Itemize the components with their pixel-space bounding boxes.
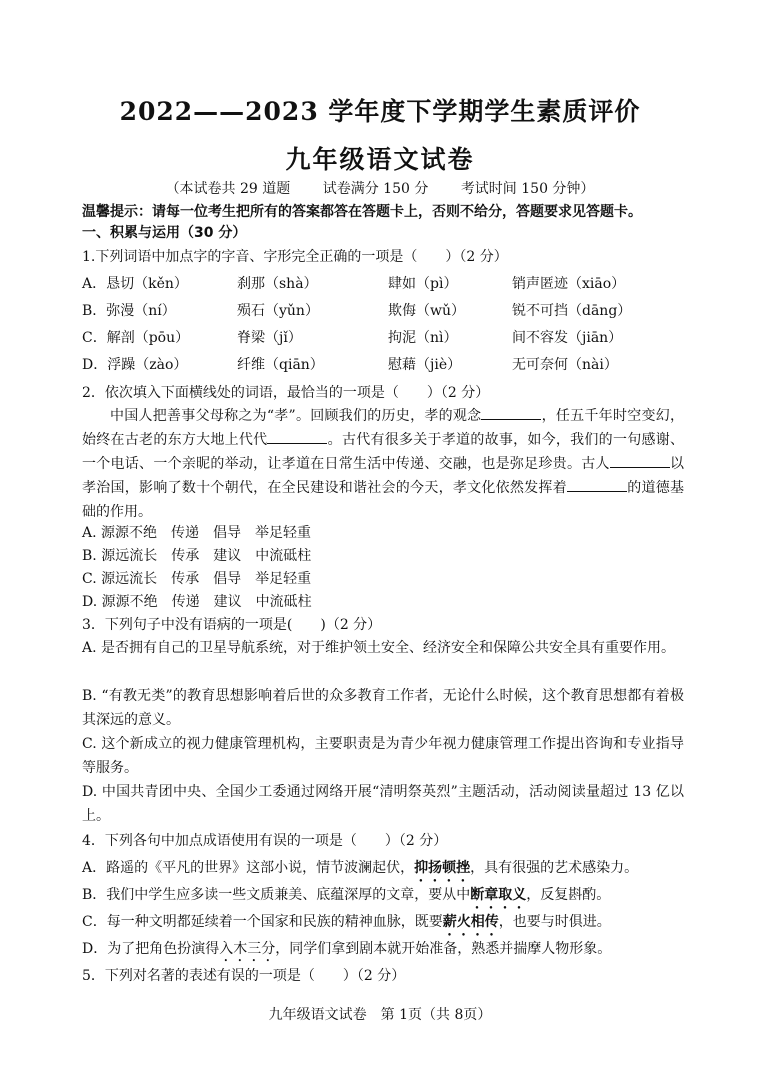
q1-d-2: 纤维（qiān） <box>237 357 324 373</box>
q1-d-4: 无可奈何（nài） <box>512 357 618 373</box>
q3-stem: 3．下列句子中没有语病的一项是( )（2 分） <box>82 617 382 633</box>
info-score: 试卷满分 150 分 <box>322 181 429 197</box>
q1-option-row <box>82 327 682 347</box>
exam-subtitle: 九年级语文试卷 <box>285 145 475 174</box>
q4-c-pre: C．每一种文明都延续着一个国家和民族的精神血脉，既要 <box>82 914 443 930</box>
fill-blank <box>481 405 541 420</box>
q4-c-post: ，也要与时俱进。 <box>498 914 611 930</box>
q3-option-b: B. “有教无类”的教育思想影响着后世的众多教育工作者，无论什么时候，这个教育思想都有着极其深远的意义。 <box>82 688 684 728</box>
fill-blank <box>610 453 670 468</box>
q1-d-3: 慰藉（jiè） <box>388 357 462 373</box>
fill-blank <box>567 477 627 492</box>
q4-c-idiom: 薪火相传 <box>442 914 499 930</box>
warm-tip: 温馨提示：请每一位考生把所有的答案都答在答题卡上，否则不给分，答题要求见答题卡。 <box>82 204 642 220</box>
q4-b-pre: B．我们中学生应多读一些文质兼美、底蕴深厚的文章，要从中 <box>82 887 471 903</box>
q1-b-3: 欺侮（wǔ） <box>388 303 465 319</box>
info-time: 考试时间 150 分钟） <box>460 181 595 197</box>
q2-option-b: B. 源远流长 传承 建议 中流砥柱 <box>82 548 312 564</box>
q1-b-1: B．弥漫（ní） <box>82 303 176 319</box>
q1-a-3: 肆如（pì） <box>388 276 458 292</box>
q4-stem: 4．下列各句中加点成语使用有误的一项是（ ）（2 分） <box>82 833 448 849</box>
q1-c-4: 间不容发（jiān） <box>512 330 623 346</box>
q1-b-4: 锐不可挡（dāng） <box>512 303 632 319</box>
q4-a-pre: A．路遥的《平凡的世界》这部小说，情节波澜起伏， <box>82 860 415 876</box>
q1-a-2: 刹那（shà） <box>237 276 318 292</box>
q2-passage-part: 的道德基础的作用。 <box>82 480 685 520</box>
q1-d-1: D．浮躁（zào） <box>82 357 188 373</box>
q1-b-2: 殒石（yǔn） <box>237 303 319 319</box>
q2-passage <box>82 404 684 524</box>
q2-passage-part: ，任五千年时空变幻，始终在古老的东方大地上代代 <box>82 408 684 448</box>
q2-passage-part: 以孝治国，影响了数十个朝代，在全民建设和谐社会的今天，孝文化依然发挥着 <box>82 456 684 496</box>
q5-stem: 5．下列对名著的表述有误的一项是（ ）（2 分） <box>82 968 406 984</box>
section-heading: 一、积累与运用（30 分） <box>82 225 247 241</box>
q1-stem: 1.下列词语中加点字的字音、字形完全正确的一项是（ ）（2 分） <box>82 249 508 265</box>
q4-option-d <box>82 938 611 965</box>
q2-option-a: A. 源源不绝 传递 倡导 举足轻重 <box>82 525 312 541</box>
q4-a-idiom: 抑扬顿挫 <box>414 860 471 876</box>
page-footer: 九年级语文试卷 第 1页（共 8页） <box>268 1007 492 1023</box>
q1-c-2: 脊梁（jǐ） <box>237 330 302 346</box>
q2-stem: 2．依次填入下面横线处的词语，最恰当的一项是（ ）（2 分） <box>82 385 490 401</box>
q1-option-row <box>82 354 682 374</box>
info-questions: （本试卷共 29 道题 <box>165 181 291 197</box>
q3-option-d: D. 中国共青团中央、全国少工委通过网络开展“清明祭英烈”主题活动，活动阅读量超过 13 亿以上。 <box>82 784 684 824</box>
q4-b-post: ，反复斟酌。 <box>526 887 611 903</box>
q1-c-3: 拘泥（nì） <box>388 330 458 346</box>
q2-option-c: C. 源远流长 传承 倡导 举足轻重 <box>82 571 312 587</box>
q4-a-post: ，具有很强的艺术感染力。 <box>470 860 639 876</box>
fill-blank <box>267 429 327 444</box>
q4-option-b <box>82 884 610 912</box>
q4-option-a <box>82 857 638 885</box>
exam-title: 2022——2023 学年度下学期学生素质评价 <box>119 97 641 126</box>
q4-option-c <box>82 911 611 939</box>
q1-a-4: 销声匿迹（xiāo） <box>512 276 626 292</box>
q2-passage-part: 。古代有很多关于孝道的故事，如今，我们的一句感谢、一个电话、一个亲昵的举动，让孝道在日常生活中传递、交融，也是弥足珍贵。古人 <box>82 432 684 472</box>
q3-option-c: C. 这个新成立的视力健康管理机构，主要职责是为青少年视力健康管理工作提出咨询和专业指导等服务。 <box>82 736 684 776</box>
q1-option-row <box>82 300 682 320</box>
q4-d-pre: D．为了把角色扮演得 <box>82 941 220 957</box>
q4-d-post: ，同学们拿到剧本就开始准备，熟悉并揣摩人物形象。 <box>275 941 612 957</box>
q2-passage-part: 中国人把善事父母称之为“孝”。回顾我们的历史，孝的观念 <box>110 408 482 424</box>
q4-b-idiom: 断章取义 <box>470 887 527 903</box>
q1-a-1: A．恳切（kěn） <box>82 276 188 292</box>
q3-option-a: A. 是否拥有自己的卫星导航系统，对于维护领土安全、经济安全和保障公共安全具有重要作用。 <box>82 640 676 656</box>
q1-c-1: C．解剖（pōu） <box>82 330 190 346</box>
q4-d-idiom: 入木三分 <box>219 941 276 957</box>
q1-option-row <box>82 273 682 293</box>
q2-option-d: D. 源源不绝 传递 建议 中流砥柱 <box>82 594 312 610</box>
exam-info <box>0 178 760 198</box>
